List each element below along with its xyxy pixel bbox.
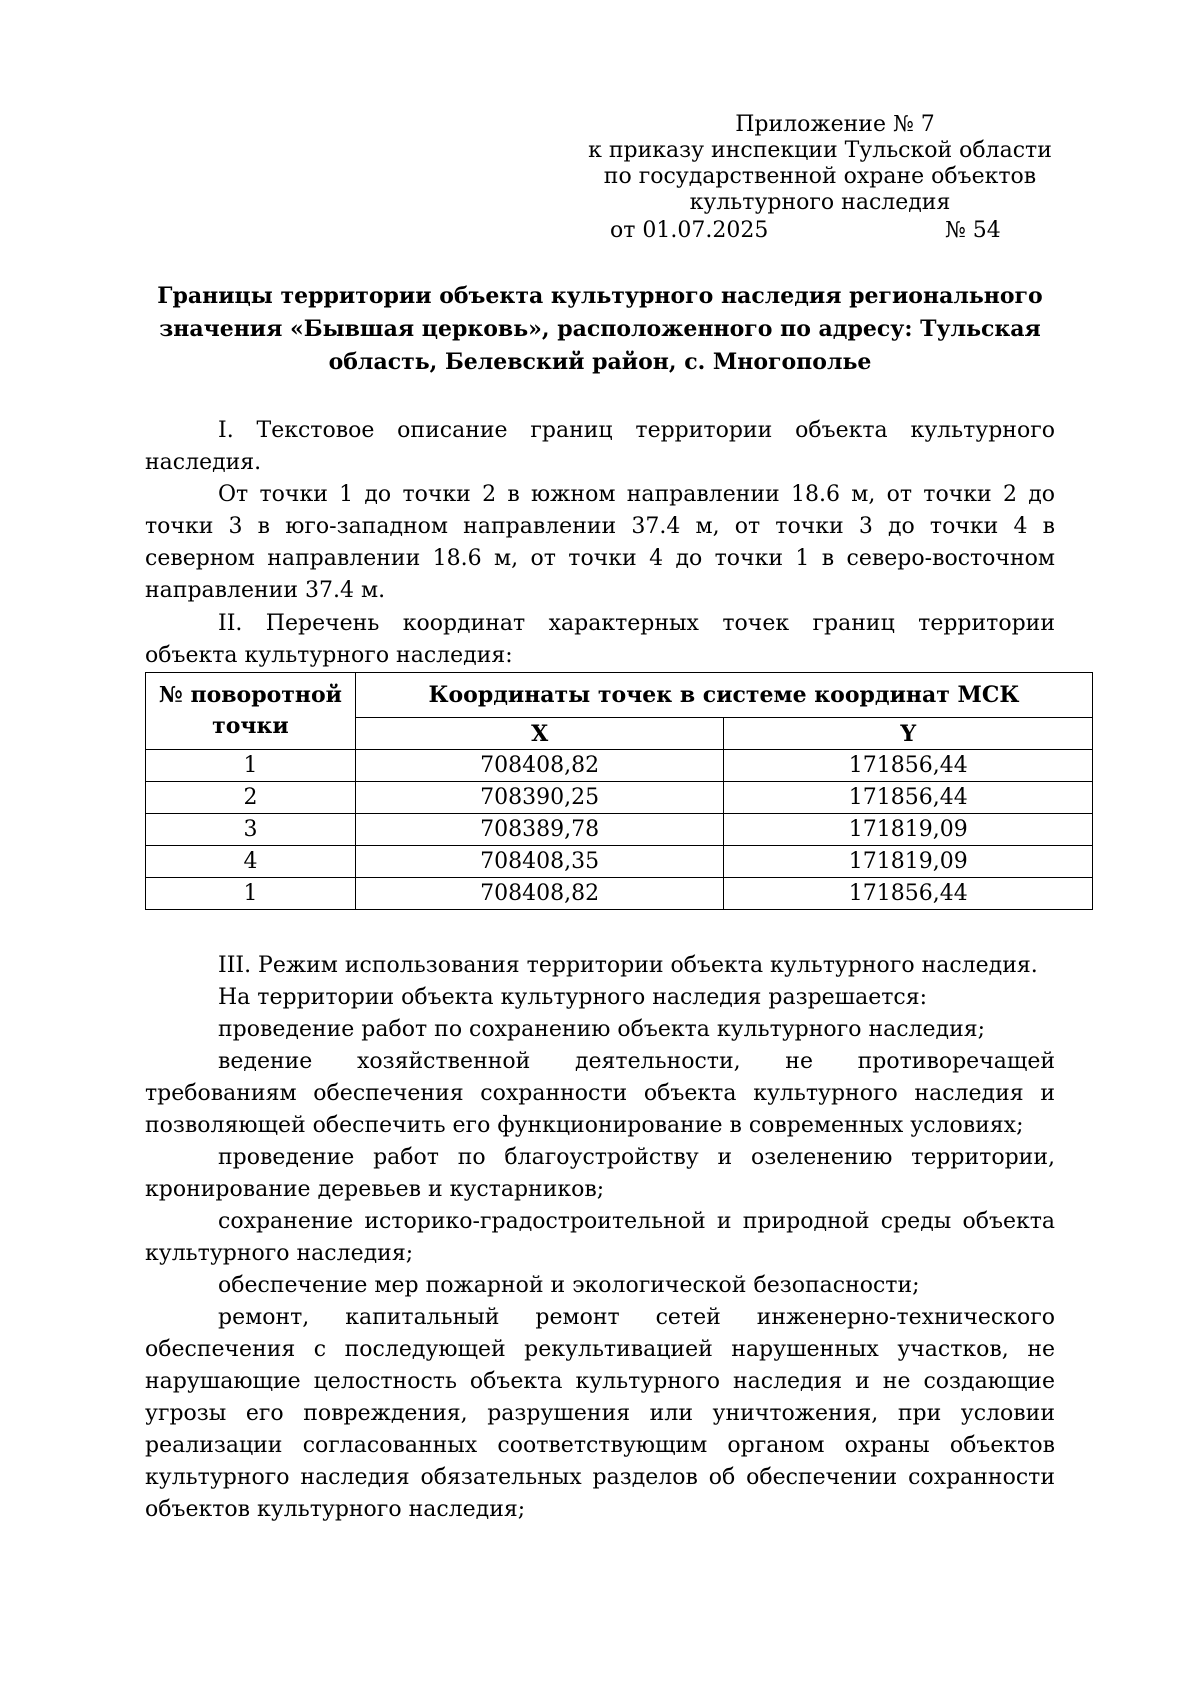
section-1	[145, 415, 1055, 607]
section-3	[145, 950, 1055, 1526]
coordinates-table	[145, 672, 1093, 910]
section-2-heading: II. Перечень координат характерных точек границ территории объекта культурного наследия:	[145, 611, 1055, 668]
y-cell: 171856,44	[724, 782, 1093, 814]
x-cell: 708408,82	[355, 878, 724, 910]
x-cell: 708390,25	[355, 782, 724, 814]
order-number: № 54	[945, 218, 1001, 243]
document-title	[145, 280, 1055, 379]
title-line: Границы территории объекта культурного наследия регионального	[157, 283, 1043, 309]
col-coords-header: Координаты точек в системе координат МСК	[355, 673, 1092, 718]
allowed-item: ремонт, капитальный ремонт сетей инженерно-технического обеспечения с последующей рекультивацией нарушенных участков, не нарушающие целостность объекта культурного наследия и не создающие угрозы его повреждения, разрушения или уничтожения, при условии реализации согласованных соответствующим органом охраны объектов культурного наследия обязательных разделов об обеспечении сохранности объектов культурного наследия;	[145, 1305, 1055, 1522]
point-cell: 1	[146, 878, 356, 910]
x-cell: 708408,82	[355, 750, 724, 782]
y-cell: 171819,09	[724, 846, 1093, 878]
allowed-item: проведение работ по сохранению объекта культурного наследия;	[218, 1017, 986, 1042]
appendix-line: к приказу инспекции Тульской области	[588, 138, 1052, 163]
table-row	[146, 814, 1093, 846]
section-1-heading: I. Текстовое описание границ территории объекта культурного наследия.	[145, 418, 1055, 475]
section-2	[145, 608, 1055, 672]
point-cell: 2	[146, 782, 356, 814]
col-y-header: Y	[724, 718, 1093, 750]
x-cell: 708389,78	[355, 814, 724, 846]
point-cell: 1	[146, 750, 356, 782]
allowed-item: проведение работ по благоустройству и озеленению территории, кронирование деревьев и кустарников;	[145, 1145, 1055, 1202]
allowed-intro: На территории объекта культурного наследия разрешается:	[218, 985, 928, 1010]
allowed-item: сохранение историко-градостроительной и природной среды объекта культурного наследия;	[145, 1209, 1055, 1266]
x-cell: 708408,35	[355, 846, 724, 878]
table-row	[146, 750, 1093, 782]
appendix-title: Приложение № 7	[735, 112, 935, 137]
section-1-text: От точки 1 до точки 2 в южном направлении 18.6 м, от точки 2 до точки 3 в юго-западном направлении 37.4 м, от точки 3 до точки 4 в северном направлении 18.6 м, от точки 4 до точки 1 в северо-восточном направлении 37.4 м.	[145, 482, 1055, 603]
title-line: значения «Бывшая церковь», расположенного по адресу: Тульская	[159, 316, 1041, 342]
point-cell: 4	[146, 846, 356, 878]
y-cell: 171819,09	[724, 814, 1093, 846]
allowed-item: ведение хозяйственной деятельности, не противоречащей требованиям обеспечения сохранности объекта культурного наследия и позволяющей обеспечить его функционирование в современных условиях;	[145, 1049, 1055, 1138]
table-row	[146, 846, 1093, 878]
section-3-heading: III. Режим использования территории объекта культурного наследия.	[218, 953, 1038, 978]
appendix-header	[570, 112, 1070, 216]
appendix-line: культурного наследия	[689, 190, 951, 215]
y-cell: 171856,44	[724, 878, 1093, 910]
table-row	[146, 878, 1093, 910]
table-row	[146, 782, 1093, 814]
point-cell: 3	[146, 814, 356, 846]
title-line: область, Белевский район, с. Многополье	[328, 349, 872, 375]
col-point-header: № поворотной точки	[146, 673, 356, 750]
y-cell: 171856,44	[724, 750, 1093, 782]
allowed-item: обеспечение мер пожарной и экологической безопасности;	[218, 1273, 920, 1298]
order-date: от 01.07.2025	[610, 218, 769, 243]
appendix-line: по государственной охране объектов	[603, 164, 1037, 189]
col-x-header: X	[355, 718, 724, 750]
